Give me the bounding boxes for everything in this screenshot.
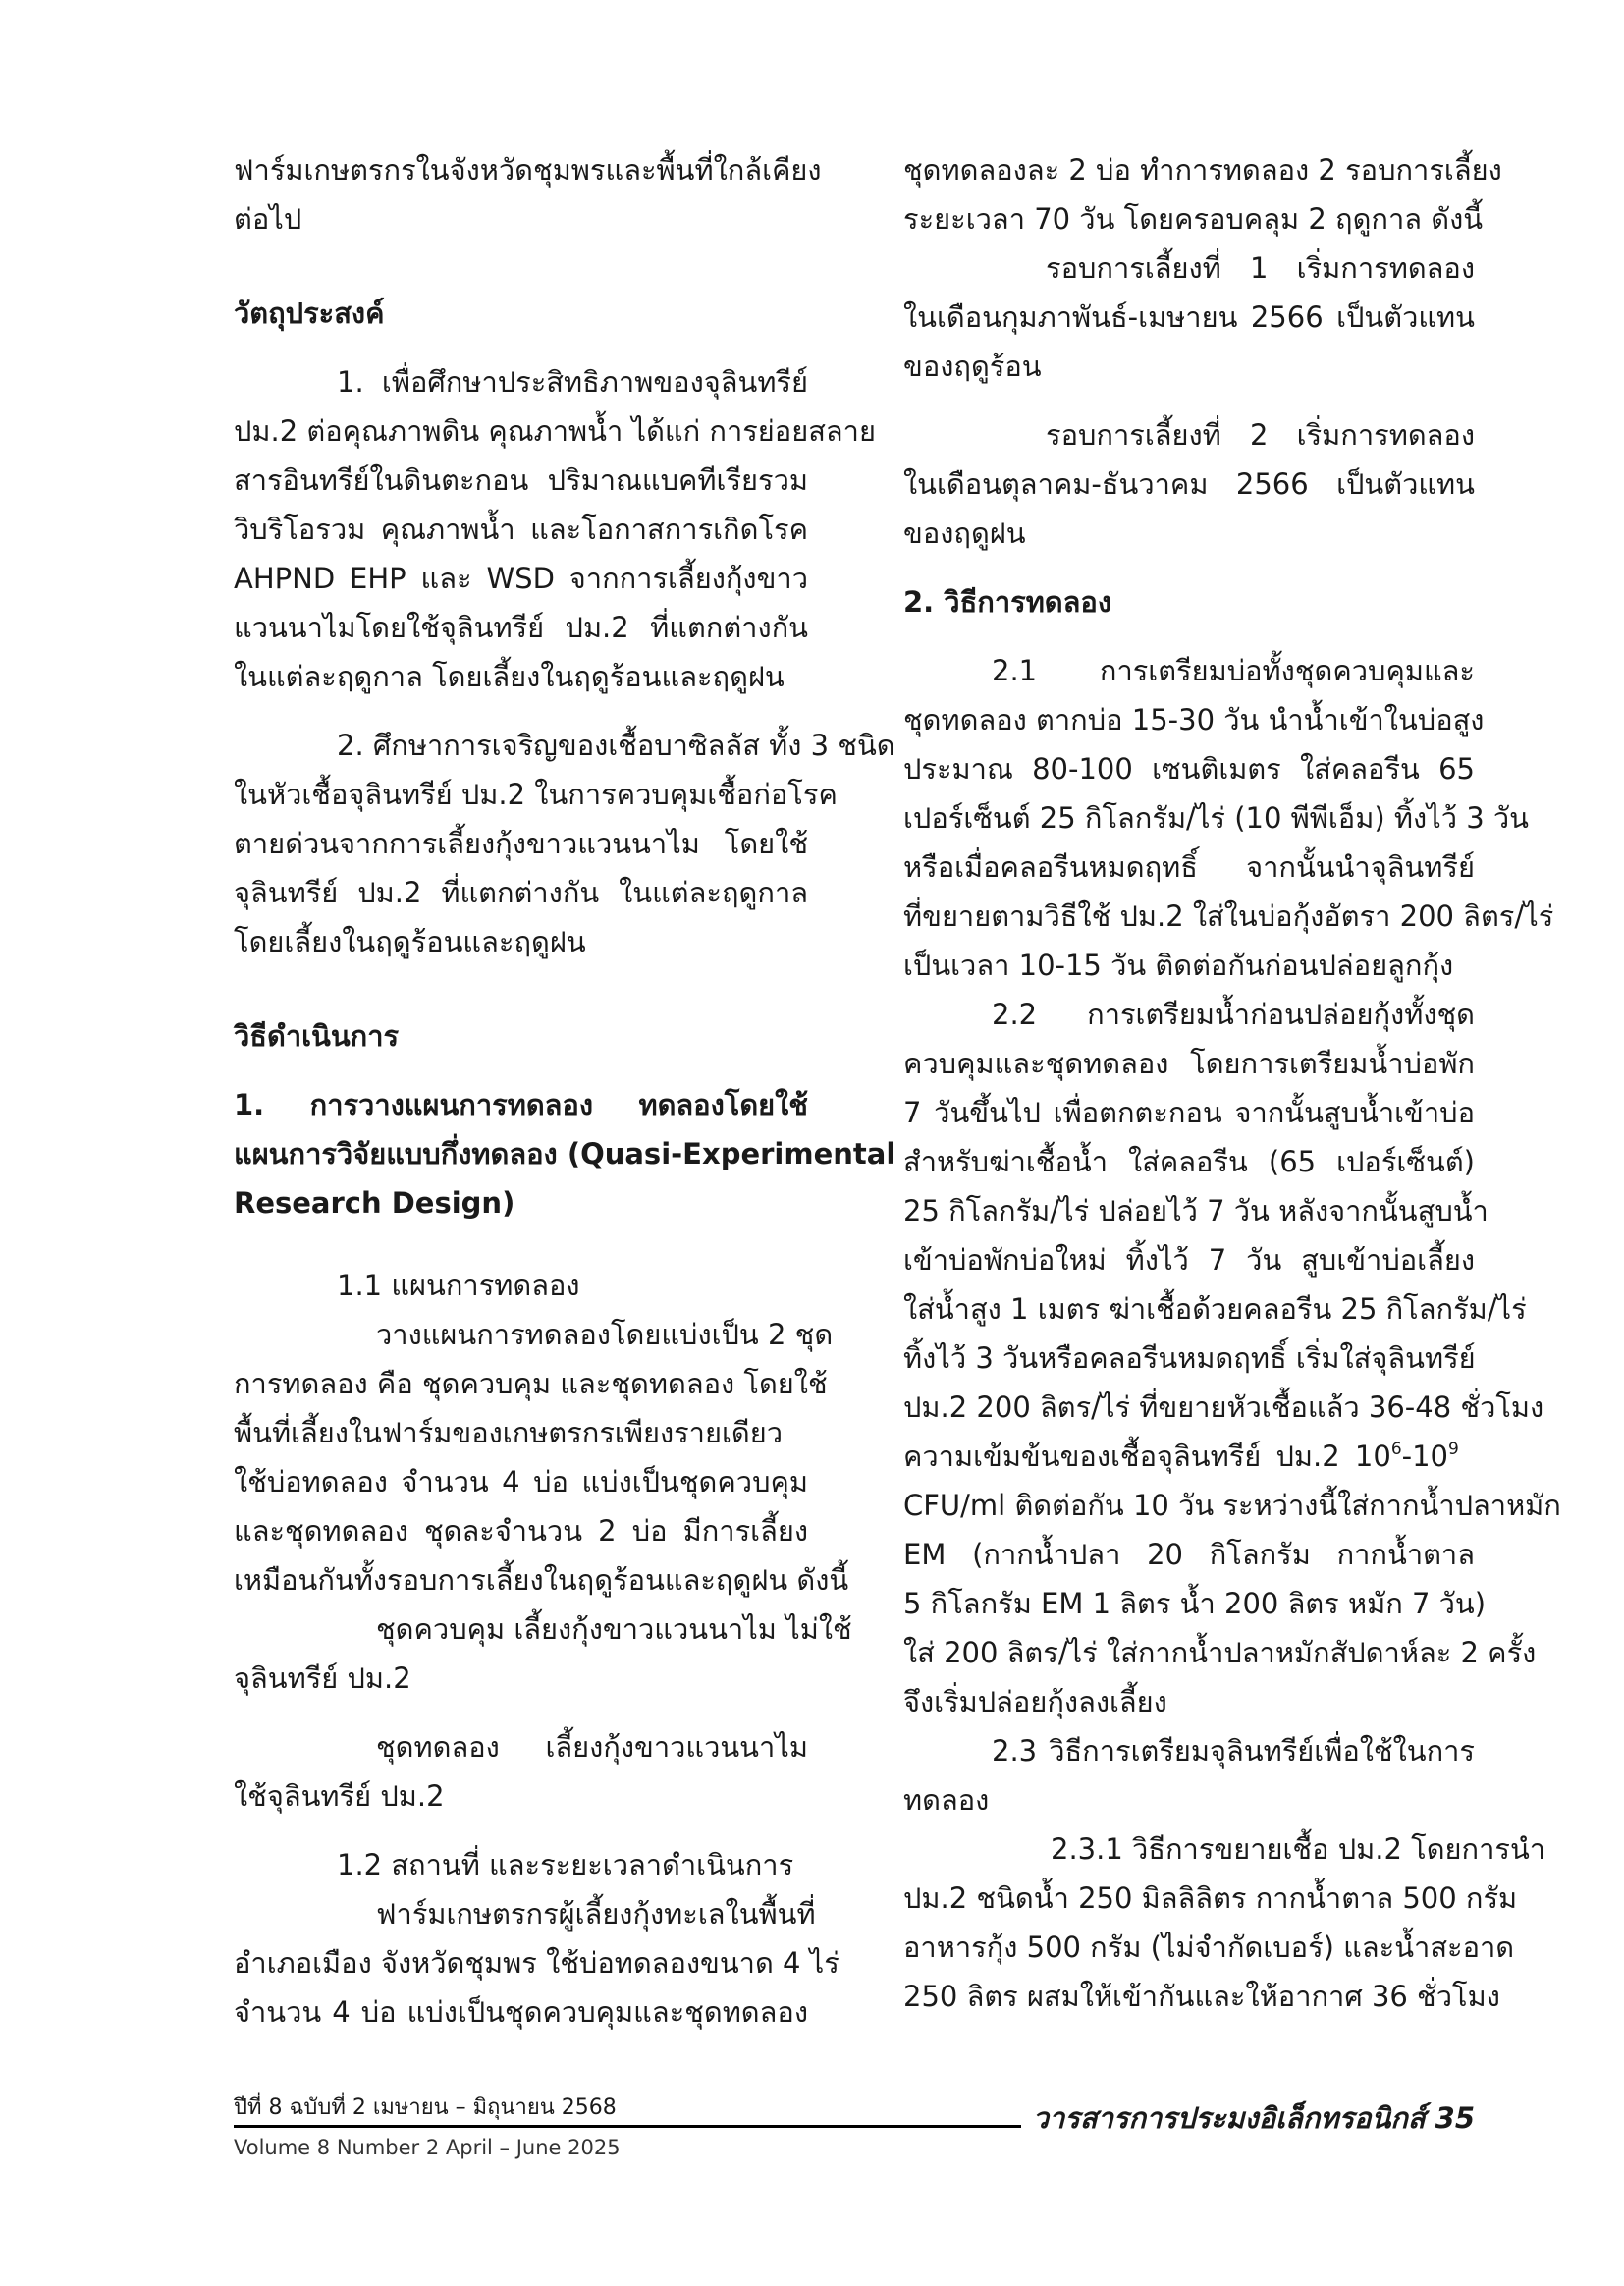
text-line: แวนนาไมโดยใช้จุลินทรีย์ ปม.2 ที่แตกต่างกัน bbox=[234, 611, 808, 644]
text-line: ใช้จุลินทรีย์ ปม.2 bbox=[234, 1779, 445, 1813]
section-heading: 2. วิธีการทดลอง bbox=[903, 585, 1111, 619]
text-line: วางแผนการทดลองโดยแบ่งเป็น 2 ชุด bbox=[376, 1318, 834, 1351]
section-heading: วัตถุประสงค์ bbox=[234, 297, 385, 330]
text-line: หรือเมื่อคลอรีนหมดฤทธิ์ จากนั้นนำจุลินทรีย์ bbox=[903, 850, 1475, 884]
text-line: เปอร์เซ็นต์ 25 กิโลกรัม/ไร่ (10 พีพีเอ็ม) ทิ้งไว้ 3 วัน bbox=[903, 801, 1529, 835]
text-line: 2.3.1 วิธีการขยายเชื้อ ปม.2 โดยการนำ bbox=[1051, 1832, 1546, 1866]
left-column bbox=[234, 145, 896, 2037]
text-line: ชุดทดลอง ตากบ่อ 15-30 วัน นำน้ำเข้าในบ่อสูง bbox=[903, 703, 1485, 736]
text-line: ปม.2 200 ลิตร/ไร่ ที่ขยายหัวเชื้อแล้ว 36-48 ชั่วโมง bbox=[903, 1390, 1544, 1424]
footer-issue-thai: ปีที่ 8 ฉบับที่ 2 เมษายน – มิถุนายน 2568 bbox=[234, 2096, 617, 2120]
text-line: อาหารกุ้ง 500 กรัม (ไม่จำกัดเบอร์) และน้ำสะอาด bbox=[903, 1931, 1515, 1964]
text-line: จำนวน 4 บ่อ แบ่งเป็นชุดควบคุมและชุดทดลอง bbox=[234, 1995, 808, 2029]
superscript-exponent: 9 bbox=[1448, 1440, 1459, 1459]
text-line: 2.3 วิธีการเตรียมจุลินทรีย์เพื่อใช้ในการ bbox=[992, 1734, 1475, 1768]
footer-journal-page: วารสารการประมงอิเล็กทรอนิกส์ 35 bbox=[1021, 2096, 1475, 2141]
text-line: ใส่น้ำสูง 1 เมตร ฆ่าเชื้อด้วยคลอรีน 25 กิโลกรัม/ไร่ bbox=[903, 1292, 1527, 1326]
text-line: ในเดือนกุมภาพันธ์-เมษายน 2566 เป็นตัวแทน bbox=[903, 300, 1475, 334]
text-line: ใส่ 200 ลิตร/ไร่ ใส่กากน้ำปลาหมักสัปดาห์ละ 2 ครั้ง bbox=[903, 1636, 1537, 1669]
text-line: 25 กิโลกรัม/ไร่ ปล่อยไว้ 7 วัน หลังจากนั้นสูบน้ำ bbox=[903, 1194, 1489, 1227]
text-line: 1. การวางแผนการทดลอง ทดลองโดยใช้ bbox=[234, 1088, 808, 1121]
text-line: ทิ้งไว้ 3 วันหรือคลอรีนหมดฤทธิ์ เริ่มใส่จุลินทรีย์ bbox=[903, 1341, 1476, 1375]
text-line: 5 กิโลกรัม EM 1 ลิตร น้ำ 200 ลิตร หมัก 7 วัน) bbox=[903, 1587, 1487, 1620]
text-line: จุลินทรีย์ ปม.2 ที่แตกต่างกัน ในแต่ละฤดูกาล bbox=[234, 876, 808, 909]
footer-issue-english: Volume 8 Number 2 April – June 2025 bbox=[234, 2136, 621, 2159]
text-line: ทดลอง bbox=[903, 1783, 990, 1817]
text-line: รอบการเลี้ยงที่ 1 เริ่มการทดลอง bbox=[1046, 251, 1475, 285]
text-line bbox=[903, 1432, 1475, 1481]
text-line: 1. เพื่อศึกษาประสิทธิภาพของจุลินทรีย์ bbox=[337, 365, 808, 399]
text-line: รอบการเลี้ยงที่ 2 เริ่มการทดลอง bbox=[1046, 418, 1475, 452]
text-line: ที่ขยายตามวิธีใช้ ปม.2 ใส่ในบ่อกุ้งอัตรา 200 ลิตร/ไร่ bbox=[903, 899, 1554, 933]
text-line: ตายด่วนจากการเลี้ยงกุ้งขาวแวนนาไม โดยใช้ bbox=[234, 827, 808, 860]
text-line: ปม.2 ต่อคุณภาพดิน คุณภาพน้ำ ได้แก่ การย่อยสลาย bbox=[234, 414, 876, 448]
text-line: วิบริโอรวม คุณภาพน้ำ และโอกาสการเกิดโรค bbox=[234, 513, 808, 546]
text-line: ฟาร์มเกษตรกรในจังหวัดชุมพรและพื้นที่ใกล้เคียง bbox=[234, 153, 822, 187]
text-line: เป็นเวลา 10-15 วัน ติดต่อกันก่อนปล่อยลูกกุ้ง bbox=[903, 949, 1454, 982]
text-line: 2. ศึกษาการเจริญของเชื้อบาซิลลัส ทั้ง 3 ชนิด bbox=[337, 729, 895, 762]
text-line: ชุดควบคุม เลี้ยงกุ้งขาวแวนนาไม ไม่ใช้ bbox=[376, 1612, 852, 1646]
text-line: ชุดทดลอง เลี้ยงกุ้งขาวแวนนาไม bbox=[376, 1730, 808, 1764]
text-line: 250 ลิตร ผสมให้เข้ากันและให้อากาศ 36 ชั่วโมง bbox=[903, 1980, 1500, 2013]
text-line: พื้นที่เลี้ยงในฟาร์มของเกษตรกรเพียงรายเดียว bbox=[234, 1416, 783, 1449]
text-line: สารอินทรีย์ในดินตะกอน ปริมาณแบคทีเรียรวม bbox=[234, 463, 808, 497]
text-line: ของฤดูฝน bbox=[903, 517, 1026, 550]
text-line: ในเดือนตุลาคม-ธันวาคม 2566 เป็นตัวแทน bbox=[903, 467, 1475, 501]
text-line: โดยเลี้ยงในฤดูร้อนและฤดูฝน bbox=[234, 925, 586, 958]
text-line: ชุดทดลองละ 2 บ่อ ทำการทดลอง 2 รอบการเลี้ยง bbox=[903, 153, 1502, 187]
text-line: 7 วันขึ้นไป เพื่อตกตะกอน จากนั้นสูบน้ำเข้าบ่อ bbox=[903, 1096, 1475, 1129]
text-line: จุลินทรีย์ ปม.2 bbox=[234, 1661, 411, 1695]
line-text: -10 bbox=[1401, 1440, 1449, 1473]
text-line: ปม.2 ชนิดน้ำ 250 มิลลิลิตร กากน้ำตาล 500 กรัม bbox=[903, 1881, 1518, 1915]
text-line: เข้าบ่อพักบ่อใหม่ ทิ้งไว้ 7 วัน สูบเข้าบ่อเลี้ยง bbox=[903, 1243, 1475, 1277]
text-line: ของฤดูร้อน bbox=[903, 350, 1042, 383]
text-line: อำเภอเมือง จังหวัดชุมพร ใช้บ่อทดลองขนาด 4 ไร่ bbox=[234, 1946, 839, 1980]
text-line: AHPND EHP และ WSD จากการเลี้ยงกุ้งขาว bbox=[234, 562, 808, 595]
text-line: ควบคุมและชุดทดลอง โดยการเตรียมน้ำบ่อพัก bbox=[903, 1047, 1475, 1080]
text-line: 2.2 การเตรียมน้ำก่อนปล่อยกุ้งทั้งชุด bbox=[992, 998, 1475, 1031]
line-text: ความเข้มข้นของเชื้อจุลินทรีย์ ปม.2 10 bbox=[903, 1440, 1391, 1473]
text-line: 2.1 การเตรียมบ่อทั้งชุดควบคุมและ bbox=[992, 654, 1475, 687]
text-line: แผนการวิจัยแบบกึ่งทดลอง (Quasi-Experimental bbox=[234, 1137, 896, 1170]
text-line: 1.1 แผนการทดลอง bbox=[337, 1269, 580, 1302]
text-line: เหมือนกันทั้งรอบการเลี้ยงในฤดูร้อนและฤดูฝน ดังนี้ bbox=[234, 1563, 849, 1597]
superscript-exponent: 6 bbox=[1390, 1440, 1402, 1459]
text-line: จึงเริ่มปล่อยกุ้งลงเลี้ยง bbox=[903, 1685, 1167, 1718]
text-line: ฟาร์มเกษตรกรผู้เลี้ยงกุ้งทะเลในพื้นที่ bbox=[376, 1897, 816, 1931]
text-line: การทดลอง คือ ชุดควบคุม และชุดทดลอง โดยใช้ bbox=[234, 1367, 828, 1400]
text-line: ประมาณ 80-100 เซนติเมตร ใส่คลอรีน 65 bbox=[903, 752, 1475, 786]
section-heading: วิธีดำเนินการ bbox=[234, 1019, 400, 1053]
right-column bbox=[903, 145, 1561, 2021]
text-line: ต่อไป bbox=[234, 202, 302, 236]
text-line: 1.2 สถานที่ และระยะเวลาดำเนินการ bbox=[337, 1848, 794, 1881]
text-line: สำหรับฆ่าเชื้อน้ำ ใส่คลอรีน (65 เปอร์เซ็นต์) bbox=[903, 1145, 1475, 1178]
text-line: ในแต่ละฤดูกาล โดยเลี้ยงในฤดูร้อนและฤดูฝน bbox=[234, 660, 785, 693]
section-heading: Research Design) bbox=[234, 1186, 515, 1220]
text-line: CFU/ml ติดต่อกัน 10 วัน ระหว่างนี้ใส่กากน้ำปลาหมัก bbox=[903, 1489, 1561, 1522]
text-line: ใช้บ่อทดลอง จำนวน 4 บ่อ แบ่งเป็นชุดควบคุม bbox=[234, 1465, 808, 1498]
text-line: EM (กากน้ำปลา 20 กิโลกรัม กากน้ำตาล bbox=[903, 1538, 1475, 1571]
text-line: ระยะเวลา 70 วัน โดยครอบคลุม 2 ฤดูกาล ดังนี้ bbox=[903, 202, 1484, 236]
text-line: และชุดทดลอง ชุดละจำนวน 2 บ่อ มีการเลี้ยง bbox=[234, 1514, 808, 1548]
text-line: ในหัวเชื้อจุลินทรีย์ ปม.2 ในการควบคุมเชื้อก่อโรค bbox=[234, 778, 838, 811]
